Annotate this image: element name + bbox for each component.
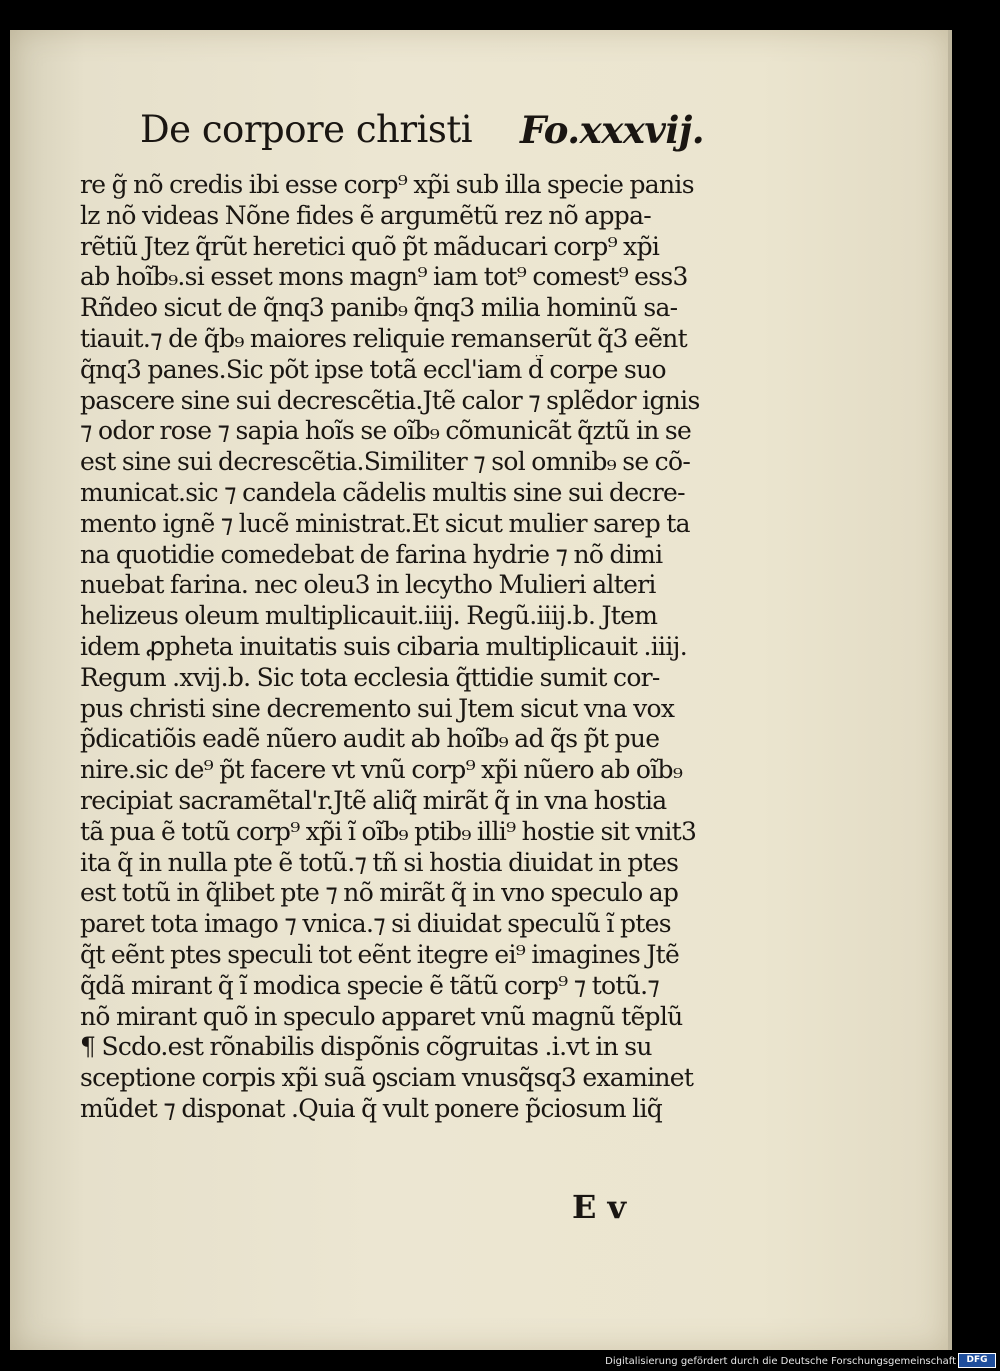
text-line: tã pua ẽ totũ corp⁹ xp̃i ĩ oĩb₉ ptib₉ illi⁹ hostie sit vnit3 [80, 816, 697, 846]
text-line: est sine sui decrescẽtia.Similiter ⁊ sol omnib₉ se cõ- [80, 447, 691, 477]
text-line: rẽtiũ Jtez q̃rũt heretici quõ p̃t mãducari corp⁹ xp̃i [80, 231, 660, 261]
text-line: Regum .xvij.b. Sic tota ecclesia q̃ttidie sumit cor- [80, 662, 660, 692]
text-line: mento ignẽ ⁊ lucẽ ministrat.Et sicut mulier sarep ta [80, 508, 690, 538]
running-head-title: De corpore christi [140, 108, 473, 151]
text-line: q̃dã mirant q̃ ĩ modica specie ẽ tãtũ corp⁹ ⁊ totũ.⁊ [80, 970, 660, 1000]
text-line: ¶ Scdo.est rõnabilis dispõnis cõgruitas .i.vt in su [80, 1032, 652, 1062]
folio-number: Fo.xxxvij. [520, 108, 705, 152]
text-line: paret tota imago ⁊ vnica.⁊ si diuidat speculũ ĩ ptes [80, 909, 671, 939]
text-line: mũdet ⁊ disponat .Quia q̃ vult ponere p̃ciosum liq̃ [80, 1093, 663, 1123]
text-line: Rñdeo sicut de q̃nq3 panib₉ q̃nq3 milia hominũ sa- [80, 293, 678, 323]
text-line: ⁊ odor rose ⁊ sapia hoĩs se oĩb₉ cõmunicãt q̃ztũ in se [80, 416, 692, 446]
signature-mark: E v [572, 1188, 627, 1226]
text-line: idem ꝓpheta inuitatis suis cibaria multiplicauit .iiij. [80, 631, 687, 661]
text-line: ab hoĩb₉.si esset mons magn⁹ iam tot⁹ comest⁹ ess3 [80, 262, 688, 292]
text-line: p̃dicatiõis eadẽ nũero audit ab hoĩb₉ ad q̃s p̃t pue [80, 724, 660, 754]
page-edge [948, 30, 952, 1350]
footer-bar [0, 1351, 1000, 1371]
text-line: municat.sic ⁊ candela cãdelis multis sine sui decre- [80, 477, 685, 507]
text-line: nuebat farina. nec oleu3 in lecytho Mulieri alteri [80, 570, 656, 600]
text-line: q̃nq3 panes.Sic põt ipse totã eccl'iam d̃ corpe suo [80, 354, 666, 384]
text-block [80, 170, 770, 1125]
text-line: lz nõ videas Nõne fides ẽ argumẽtũ rez nõ appa- [80, 200, 652, 230]
text-line: pascere sine sui decrescẽtia.Jtẽ calor ⁊ splẽdor ignis [80, 385, 700, 415]
text-line: na quotidie comedebat de farina hydrie ⁊ nõ dimi [80, 539, 663, 569]
text-line: est totũ in q̃libet pte ⁊ nõ mirãt q̃ in vno speculo ap [80, 878, 679, 908]
text-line: re g̃ nõ credis ibi esse corp⁹ xp̃i sub illa specie panis [80, 170, 694, 199]
text-line: pus christi sine decremento sui Jtem sicut vna vox [80, 693, 675, 723]
text-line: ita q̃ in nulla pte ẽ totũ.⁊ tñ si hostia diuidat in ptes [80, 847, 679, 877]
text-line: helizeus oleum multiplicauit.iiij. Regũ.iiij.b. Jtem [80, 601, 658, 631]
text-line: sceptione corpis xp̃i suã ꝯsciam vnusq̃sq3 examinet [80, 1063, 694, 1093]
funding-credit: Digitalisierung gefördert durch die Deutsche Forschungsgemeinschaft [605, 1356, 956, 1367]
dfg-logo-icon: DFG [958, 1353, 996, 1368]
text-line: tiauit.⁊ de q̃b₉ maiores reliquie remanserũt q̃3 eẽnt [80, 323, 687, 353]
text-line: nõ mirant quõ in speculo apparet vnũ magnũ tẽplũ [80, 1001, 683, 1031]
text-line: q̃t eẽnt ptes speculi tot eẽnt itegre ei⁹ imagines Jtẽ [80, 939, 680, 969]
text-line: nire.sic de⁹ p̃t facere vt vnũ corp⁹ xp̃i nũero ab oĩb₉ [80, 755, 683, 785]
text-line: recipiat sacramẽtal'r.Jtẽ aliq̃ mirãt q̃ in vna hostia [80, 785, 667, 815]
